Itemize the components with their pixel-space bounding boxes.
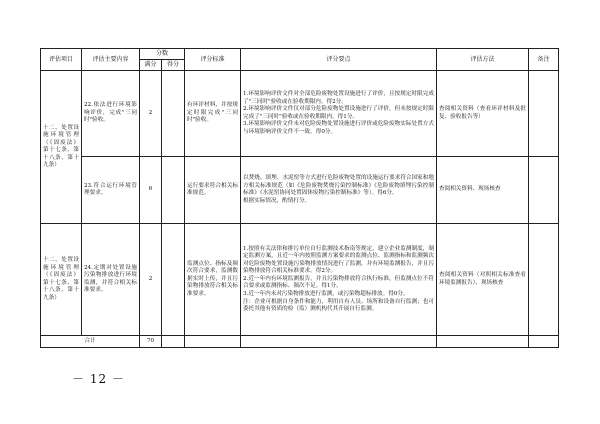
header-got-score: 得分 (162, 60, 185, 71)
standard-cell: 监测点位、指标及频次符合要求，监测数据实时上传，并且污染物排放符合相关标准要求。 (185, 224, 241, 336)
points-cell: 以焚烧、填埋、水泥窑等方式进行危险废物处置的设施运行要求符合国家和地方相关标准规范（如《危险废物焚烧污染控制标准》《危险废物填埋污染控制标准》《水泥窑协同处置固体废物污染控制标准》等）。得6分。 根据实际情况，酌情打分。 (241, 157, 437, 224)
total-got-score (162, 336, 185, 348)
header-method: 评估方法 (437, 49, 529, 71)
total-empty-remark (529, 336, 559, 348)
total-empty-method (437, 336, 529, 348)
method-cell: 查阅相关资料（对照相关标准查看环境监测报告）、现场核查 (437, 224, 529, 336)
header-standard: 评分标准 (185, 49, 241, 71)
total-empty-points (241, 336, 437, 348)
item-cell: 十二、处置设施环境管理（《固废法》第十七条、第十八条、第十九条） (41, 71, 82, 224)
total-row (41, 336, 559, 348)
remark-cell (529, 224, 559, 336)
got-score-cell (162, 71, 185, 157)
content-cell: 24.定期对处置设施污染物排放进行环境监测，并符合相关标准要求。 (82, 224, 140, 336)
table-row (41, 224, 559, 336)
points-cell: 1.环境影响评价文件对全部危险废物处置设施进行了评价，且按规定时限完成了"三同时"验收或在验收期限内。得2分。 2.环境影响评价文件仅对部分危险废物处置设施进行了评价，但未按规定时限完成了"三同时"验收或在验收期限内。得1分。 3.环境影响评价文件未对危险废物处置设施进行评价或危险废物实际处置方式与环境影响评价文件不一致。得0分。 (241, 71, 437, 157)
points-cell: 1.按照有关法律和排污单位自行监测技术指南等规定，建立企业监测制度，制定监测方案，且近一年内按照监测方案要求的监测点位、监测指标和监测频次对危险废物处置设施污染物排放情况进行了监测，并有环境监测报告，并且污染物排放符合相关标准要求。得2分。 2.近一年内有环境监测报告，并且污染物排放符合执行标准，但监测点位不符合要求或监测指标、频次不足。得1分。 3.近一年内未对污染物排放进行监测，或污染物超标排放。得0分。 注：企业可根据自身条件和能力，利用自有人员、场所和设备自行监测；也可委托其他有资质的检（监）测机构代其开展自行监测。 (241, 224, 437, 336)
method-cell: 查阅相关资料、现场核查 (437, 157, 529, 224)
full-score-cell: 2 (140, 224, 162, 336)
remark-cell (529, 157, 559, 224)
remark-cell (529, 71, 559, 157)
header-item: 评估项目 (41, 49, 82, 71)
table-row (41, 71, 559, 157)
total-label: 合计 (41, 336, 140, 348)
table-row (41, 157, 559, 224)
header-remark: 备注 (529, 49, 559, 71)
page-number: － 12 － (72, 372, 125, 386)
standard-cell: 运行要求符合相关标准规范。 (185, 157, 241, 224)
header-points: 评分要点 (241, 49, 437, 71)
full-score-cell: 6 (140, 157, 162, 224)
full-score-cell: 2 (140, 71, 162, 157)
total-full-score: 70 (140, 336, 162, 348)
header-content: 评估主要内容 (82, 49, 140, 71)
header-score: 分数 (140, 49, 185, 60)
total-empty-standard (185, 336, 241, 348)
standard-cell: 有环评材料，并按规定时限完成"三同时"验收。 (185, 71, 241, 157)
content-cell: 23.符合运行环境管理要求。 (82, 157, 140, 224)
got-score-cell (162, 224, 185, 336)
content-cell: 22.依法进行环境影响评价，完成"三同时"验收。 (82, 71, 140, 157)
evaluation-table (40, 48, 559, 348)
item-cell: 十二、处置设施环境管理（《固废法》第十七条、第十八条、第十九条） (41, 224, 82, 336)
method-cell: 查阅相关资料（查看环评材料及批复、验收报告等） (437, 71, 529, 157)
header-full-score: 满分 (140, 60, 162, 71)
got-score-cell (162, 157, 185, 224)
